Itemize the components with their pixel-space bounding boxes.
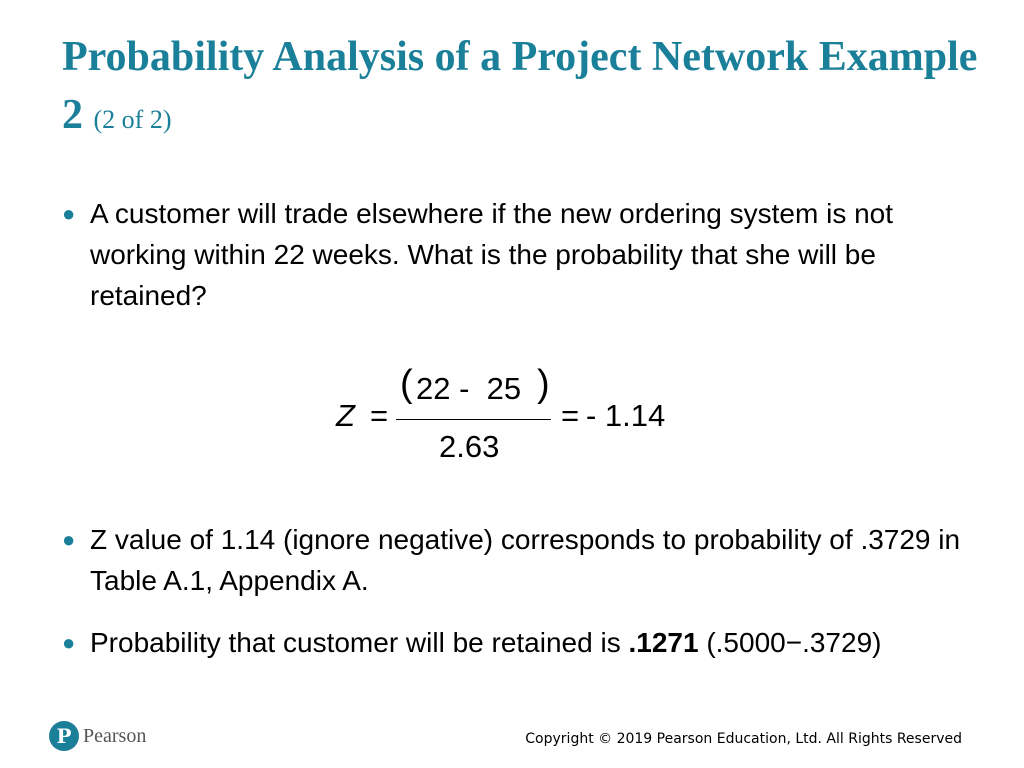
bullet-text: A customer will trade elsewhere if the new ordering system is not working within 22 weeks. What is the probability that she will be retained? (90, 198, 894, 311)
retention-probability: .1271 (628, 627, 699, 658)
bullet-text-before: Probability that customer will be retained is (90, 627, 629, 658)
slide-title-sub: (2 of 2) (93, 105, 172, 134)
bullet-text-after: (.5000−.3729) (698, 627, 882, 658)
slide-title (62, 28, 1002, 149)
bullet-dot-icon: ● (62, 201, 76, 226)
bullet-item (62, 519, 962, 601)
formula-paren-open: ( (400, 363, 413, 405)
formula-variable: Z (336, 398, 355, 433)
formula-denominator: 2.63 (439, 429, 500, 464)
slide-title-main: Probability Analysis of a Project Network Example 2 (62, 34, 978, 138)
pearson-logo-icon: P (49, 721, 79, 751)
pearson-brand-name: Pearson (83, 725, 147, 747)
bullet-item (62, 622, 962, 663)
formula-fraction-bar (396, 419, 551, 420)
formula-result-equals: = (561, 398, 580, 433)
bullet-text (90, 622, 962, 663)
copyright-notice: Copyright © 2019 Pearson Education, Ltd. All Rights Reserved (525, 731, 962, 747)
formula-numerator: 22 - 25 (416, 371, 522, 406)
bullet-dot-icon: ● (62, 527, 76, 552)
bullet-item (62, 193, 962, 316)
bullet-text: Z value of 1.14 (ignore negative) corresponds to probability of .3729 in Table A.1, Appendix A. (90, 524, 961, 596)
formula-paren-close: ) (537, 363, 550, 405)
bullet-dot-icon: ● (62, 630, 76, 655)
formula-result: - 1.14 (586, 398, 666, 433)
formula-equals: = (370, 398, 389, 433)
